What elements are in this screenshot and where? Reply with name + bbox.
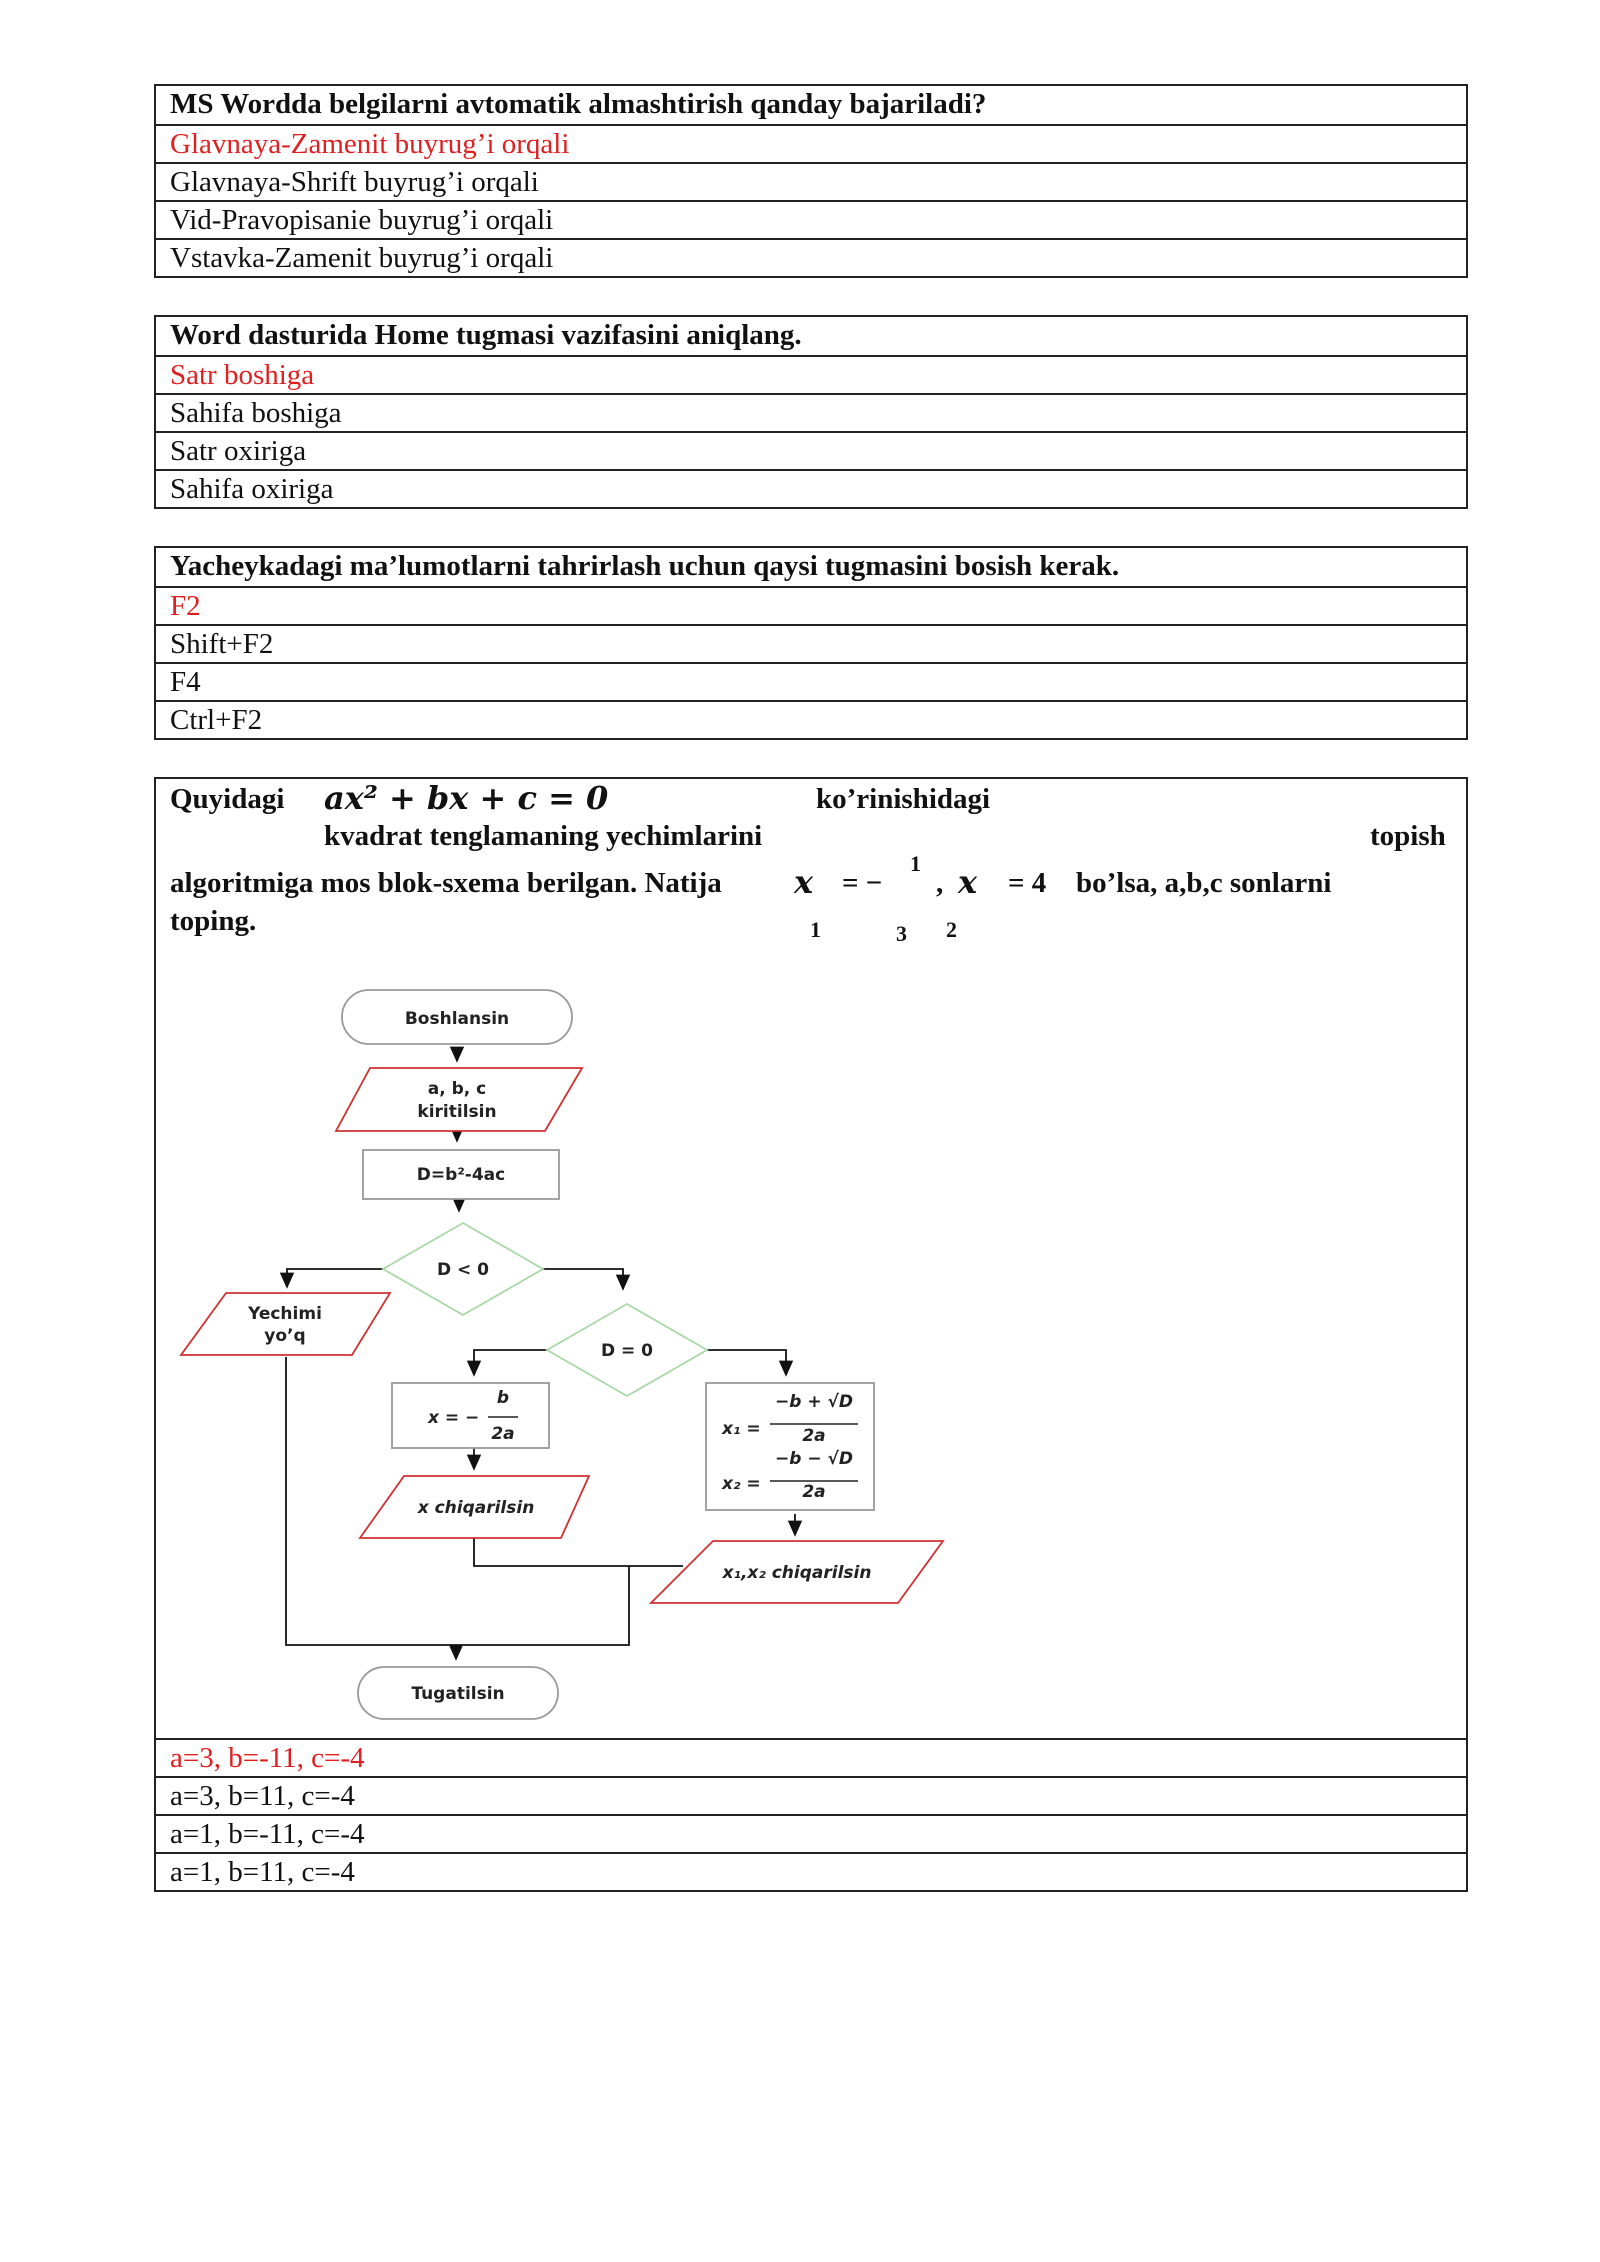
question-block-3 [154, 546, 1468, 740]
option[interactable]: Satr oxiriga [156, 431, 1466, 469]
equals-four: = 4 [1008, 867, 1047, 899]
output-label: x₁,x₂ chiqarilsin [722, 1563, 872, 1583]
option[interactable]: Shift+F2 [156, 624, 1466, 662]
no-solution-label: yo’q [264, 1326, 306, 1346]
question-text: MS Wordda belgilarni avtomatik almashtirish qanday bajariladi? [170, 88, 987, 120]
option[interactable]: Vstavka-Zamenit buyrug’i orqali [156, 238, 1466, 276]
subscript: 2 [946, 917, 957, 942]
equation: ax² + bx + c = 0 [324, 779, 609, 817]
x-symbol: x [794, 863, 814, 901]
option[interactable]: F4 [156, 662, 1466, 700]
fraction-denominator: 2a [491, 1424, 515, 1444]
root-formula: x₂ = [722, 1474, 761, 1494]
root-formula: x = − [428, 1408, 480, 1428]
question-block-2 [154, 315, 1468, 509]
condition-label: D < 0 [436, 1260, 490, 1280]
subscript: 1 [810, 917, 821, 942]
question-text: Word dasturida Home tugmasi vazifasini aniqlang. [170, 319, 802, 351]
comma: , [936, 867, 944, 899]
end-label: Tugatilsin [411, 1684, 505, 1704]
fraction-denominator: 2a [802, 1482, 826, 1502]
condition-label: D = 0 [600, 1341, 654, 1361]
q4-word: topish [1370, 820, 1446, 852]
q4-line: bo’lsa, a,b,c sonlarni [1076, 867, 1332, 899]
option-correct[interactable]: Glavnaya-Zamenit buyrug’i orqali [156, 124, 1466, 162]
question-block-4 [154, 777, 1468, 1892]
option[interactable]: Vid-Pravopisanie buyrug’i orqali [156, 200, 1466, 238]
q4-line: toping. [170, 905, 257, 937]
fraction-numerator: −b + √D [775, 1392, 853, 1412]
fraction-numerator: −b − √D [775, 1449, 853, 1469]
process-label: D=b²-4ac [416, 1165, 506, 1185]
question-text: Yacheykadagi ma’lumotlarni tahrirlash uchun qaysi tugmasini bosish kerak. [170, 550, 1120, 582]
option-correct[interactable]: F2 [156, 586, 1466, 624]
option-correct[interactable]: a=3, b=-11, c=-4 [156, 1738, 1466, 1776]
fraction-numerator: 1 [910, 851, 921, 876]
flowchart [156, 779, 1466, 1738]
x-symbol: x [958, 863, 978, 901]
q4-word: kvadrat tenglamaning yechimlarini [324, 820, 763, 852]
q4-line: algoritmiga mos blok-sxema berilgan. Natija [170, 867, 722, 899]
equals-minus: = − [842, 867, 883, 899]
option[interactable]: Sahifa oxiriga [156, 469, 1466, 507]
option[interactable]: a=1, b=-11, c=-4 [156, 1814, 1466, 1852]
fraction-denominator: 2a [802, 1426, 826, 1446]
output-label: x chiqarilsin [417, 1498, 535, 1518]
input-label: kiritilsin [417, 1102, 497, 1122]
fraction-denominator: 3 [896, 921, 907, 946]
start-label: Boshlansin [404, 1009, 510, 1029]
option[interactable]: a=1, b=11, c=-4 [156, 1852, 1466, 1890]
q4-word: Quyidagi [170, 783, 285, 815]
q4-word: ko’rinishidagi [816, 783, 991, 815]
question-text [156, 779, 1466, 1738]
option[interactable]: Glavnaya-Shrift buyrug’i orqali [156, 162, 1466, 200]
fraction-numerator: b [496, 1388, 510, 1408]
question-block-1 [154, 84, 1468, 278]
option-correct[interactable]: Satr boshiga [156, 355, 1466, 393]
input-label: a, b, c [427, 1079, 487, 1099]
option[interactable]: Ctrl+F2 [156, 700, 1466, 738]
root-formula: x₁ = [722, 1419, 761, 1439]
no-solution-label: Yechimi [248, 1304, 322, 1324]
option[interactable]: a=3, b=11, c=-4 [156, 1776, 1466, 1814]
option[interactable]: Sahifa boshiga [156, 393, 1466, 431]
